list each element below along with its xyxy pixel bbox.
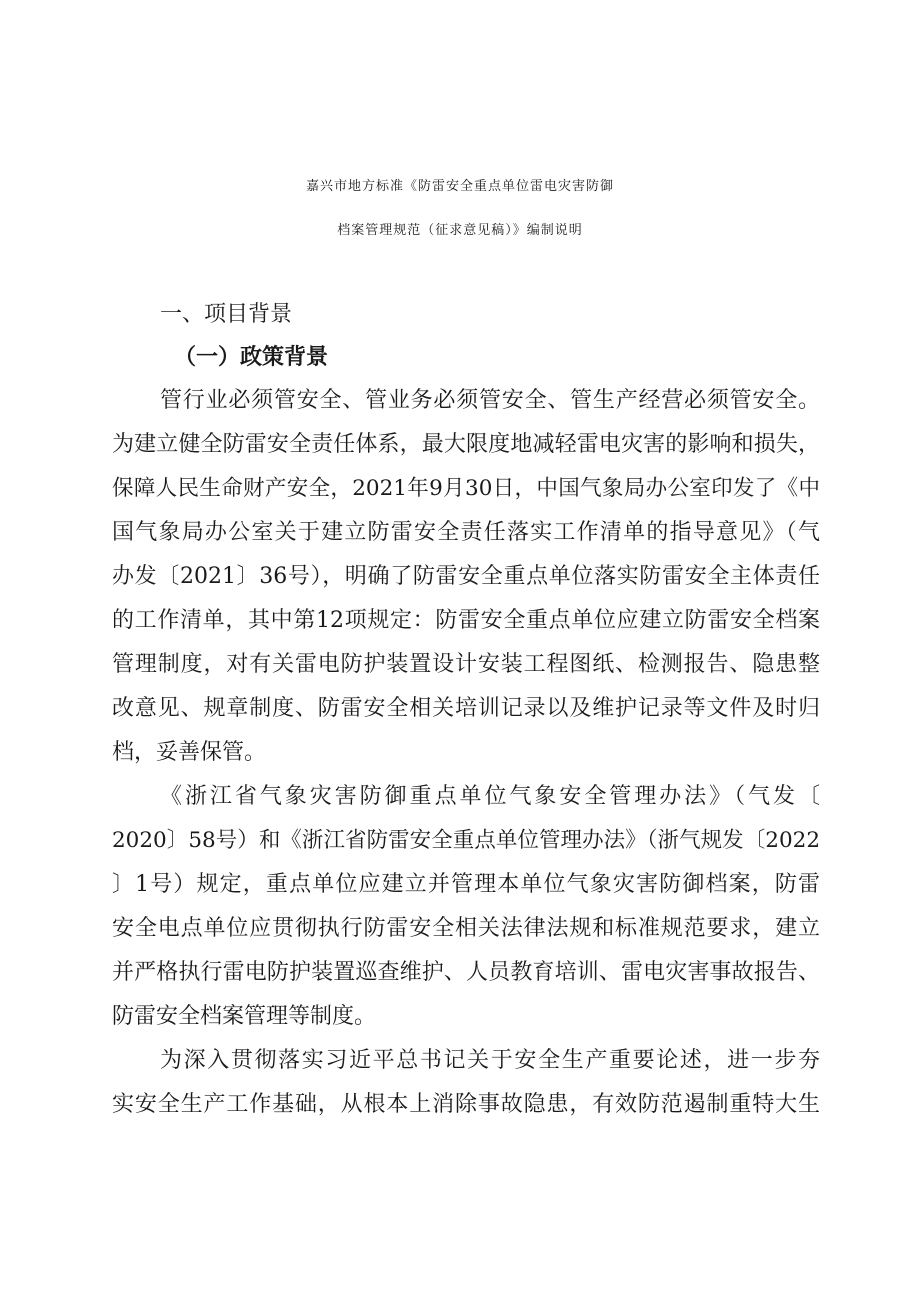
paragraph-1-line: 改意见、规章制度、防雷安全相关培训记录以及维护记录等文件及时归 <box>112 696 820 721</box>
paragraph-1-line: 的工作清单，其中第12项规定：防雷安全重点单位应建立防雷安全档案 <box>112 608 820 633</box>
paragraph-2-line: 并严格执行雷电防护装置巡查维护、人员教育培训、雷电灾害事故报告、 <box>112 960 820 985</box>
paragraph-2-line: 安全电点单位应贯彻执行防雷安全相关法律法规和标准规范要求，建立 <box>112 916 820 941</box>
paragraph-1-line: 管行业必须管安全、管业务必须管安全、管生产经营必须管安全。 <box>160 388 820 413</box>
paragraph-3-line: 实安全生产工作基础，从根本上消除事故隐患，有效防范遏制重特大生 <box>112 1092 820 1117</box>
paragraph-1-line: 国气象局办公室关于建立防雷安全责任落实工作清单的指导意见》（气 <box>112 520 820 545</box>
paragraph-1-line: 保障人民生命财产安全，2021年9月30日，中国气象局办公室印发了《中 <box>112 476 820 501</box>
paragraph-2-line: 《浙江省气象灾害防御重点单位气象安全管理办法》（气发〔 <box>160 784 820 809</box>
document-title-line-1: 嘉兴市地方标准《防雷安全重点单位雷电灾害防御 <box>305 179 614 194</box>
paragraph-2-line: 〕1号）规定，重点单位应建立并管理本单位气象灾害防御档案，防雷 <box>112 872 820 897</box>
section-heading: 一、项目背景 <box>160 302 293 327</box>
paragraph-1-line: 档，妥善保管。 <box>112 740 267 765</box>
paragraph-1-line: 管理制度，对有关雷电防护装置设计安装工程图纸、检测报告、隐患整 <box>112 652 820 677</box>
paragraph-1-line: 为建立健全防雷安全责任体系，最大限度地减轻雷电灾害的影响和损失， <box>112 432 820 457</box>
subsection-heading: （一）政策背景 <box>174 345 329 370</box>
paragraph-2-line: 防雷安全档案管理等制度。 <box>112 1004 377 1029</box>
paragraph-1-line: 办发〔2021〕36号），明确了防雷安全重点单位落实防雷安全主体责任 <box>112 564 820 589</box>
document-title-line-2: 档案管理规范（征求意见稿）》编制说明 <box>337 223 583 238</box>
paragraph-2-line: 2020〕58号）和《浙江省防雷安全重点单位管理办法》（浙气规发〔2022 <box>112 828 820 853</box>
paragraph-3-line: 为深入贯彻落实习近平总书记关于安全生产重要论述，进一步夯 <box>160 1048 820 1073</box>
